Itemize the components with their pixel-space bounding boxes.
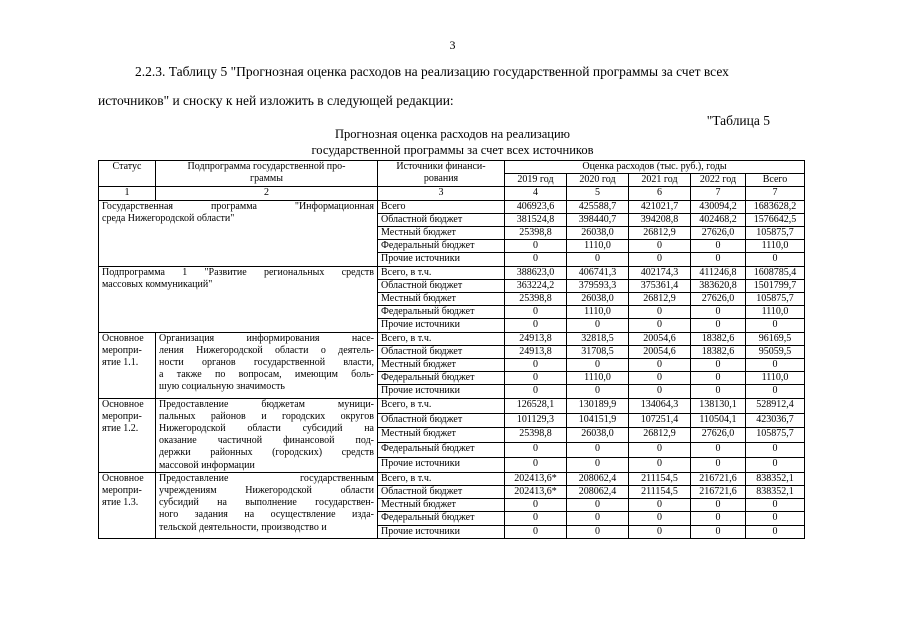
year-value-cell: 0 bbox=[629, 253, 691, 266]
year-value-cell: 1110,0 bbox=[567, 372, 629, 385]
year-value-cell: 0 bbox=[505, 372, 567, 385]
year-value-cell: 126528,1 bbox=[505, 398, 567, 413]
program-name-line: Предоставление государственным bbox=[159, 472, 374, 484]
year-value-cell: 0 bbox=[691, 240, 746, 253]
year-value-cell: 0 bbox=[505, 319, 567, 332]
program-name-line: ления Нижегородской области о деятель- bbox=[159, 344, 374, 356]
year-value-cell: 0 bbox=[505, 253, 567, 266]
year-value-cell: 25398,8 bbox=[505, 428, 567, 443]
year-value-cell: 0 bbox=[691, 525, 746, 538]
year-value-cell: 0 bbox=[505, 306, 567, 319]
total-value-cell: 105875,7 bbox=[746, 293, 805, 306]
year-value-cell: 24913,8 bbox=[505, 332, 567, 345]
total-value-cell: 0 bbox=[746, 512, 805, 525]
source-cell: Прочие источники bbox=[378, 458, 505, 473]
program-name-line: Нижегородской области субсидий на bbox=[159, 423, 374, 435]
source-cell: Областной бюджет bbox=[378, 345, 505, 358]
total-value-cell: 838352,1 bbox=[746, 472, 805, 485]
program-name-cell bbox=[156, 398, 378, 472]
source-cell: Местный бюджет bbox=[378, 293, 505, 306]
year-value-cell: 425588,7 bbox=[567, 200, 629, 213]
year-value-cell: 0 bbox=[567, 253, 629, 266]
header-status: Статус bbox=[99, 161, 156, 187]
header-subprogram-line: граммы bbox=[250, 173, 283, 185]
year-value-cell: 0 bbox=[629, 385, 691, 398]
col-number: 4 bbox=[505, 187, 567, 200]
year-value-cell: 18382,6 bbox=[691, 332, 746, 345]
program-name-line: массовой информации bbox=[159, 459, 255, 471]
year-value-cell: 0 bbox=[505, 385, 567, 398]
program-name-line: Организация информирования насе- bbox=[159, 332, 374, 344]
year-value-cell: 0 bbox=[567, 525, 629, 538]
header-year: 2021 год bbox=[629, 174, 691, 187]
year-value-cell: 0 bbox=[691, 499, 746, 512]
program-name-line: Государственная программа "Информационная bbox=[102, 200, 374, 212]
program-name-line: оказание частичной финансовой под- bbox=[159, 435, 374, 447]
table-label: "Таблица 5 bbox=[706, 113, 770, 128]
year-value-cell: 0 bbox=[567, 385, 629, 398]
year-value-cell: 388623,0 bbox=[505, 266, 567, 279]
status-line: Основное bbox=[102, 472, 144, 484]
year-value-cell: 398440,7 bbox=[567, 213, 629, 226]
status-line: Основное bbox=[102, 332, 144, 344]
status-line: ятие 1.1. bbox=[102, 357, 139, 369]
year-value-cell: 0 bbox=[629, 525, 691, 538]
source-cell: Областной бюджет bbox=[378, 213, 505, 226]
source-cell: Федеральный бюджет bbox=[378, 306, 505, 319]
total-value-cell: 1110,0 bbox=[746, 306, 805, 319]
program-name-line: массовых коммуникаций" bbox=[102, 278, 213, 290]
year-value-cell: 375361,4 bbox=[629, 279, 691, 292]
year-value-cell: 0 bbox=[691, 512, 746, 525]
year-value-cell: 0 bbox=[691, 443, 746, 458]
year-value-cell: 26038,0 bbox=[567, 428, 629, 443]
total-value-cell: 96169,5 bbox=[746, 332, 805, 345]
year-value-cell: 0 bbox=[691, 458, 746, 473]
table-title-line-1: Прогнозная оценка расходов на реализацию bbox=[335, 127, 570, 141]
col-number: 7 bbox=[746, 187, 805, 200]
status-line: ятие 1.3. bbox=[102, 497, 139, 509]
source-cell: Областной бюджет bbox=[378, 413, 505, 428]
total-value-cell: 1576642,5 bbox=[746, 213, 805, 226]
total-value-cell: 528912,4 bbox=[746, 398, 805, 413]
year-value-cell: 25398,8 bbox=[505, 227, 567, 240]
year-value-cell: 406923,6 bbox=[505, 200, 567, 213]
year-value-cell: 130189,9 bbox=[567, 398, 629, 413]
intro-line-1: 2.2.3. Таблицу 5 "Прогнозная оценка расходов на реализацию государственной программы за счет всех bbox=[135, 64, 729, 79]
year-value-cell: 0 bbox=[505, 443, 567, 458]
program-name-line: а также по вопросам, имеющим боль- bbox=[159, 369, 374, 381]
year-value-cell: 0 bbox=[629, 306, 691, 319]
year-value-cell: 421021,7 bbox=[629, 200, 691, 213]
year-value-cell: 0 bbox=[629, 499, 691, 512]
header-year: 2020 год bbox=[567, 174, 629, 187]
total-value-cell: 838352,1 bbox=[746, 486, 805, 499]
year-value-cell: 104151,9 bbox=[567, 413, 629, 428]
header-subprogram bbox=[156, 161, 378, 187]
source-cell: Всего bbox=[378, 200, 505, 213]
year-value-cell: 26038,0 bbox=[567, 293, 629, 306]
total-value-cell: 0 bbox=[746, 499, 805, 512]
year-value-cell: 0 bbox=[567, 499, 629, 512]
year-value-cell: 31708,5 bbox=[567, 345, 629, 358]
source-cell: Местный бюджет bbox=[378, 359, 505, 372]
year-value-cell: 363224,2 bbox=[505, 279, 567, 292]
year-value-cell: 402468,2 bbox=[691, 213, 746, 226]
status-cell bbox=[99, 332, 156, 398]
year-value-cell: 26812,9 bbox=[629, 428, 691, 443]
status-cell bbox=[99, 472, 156, 538]
year-value-cell: 1110,0 bbox=[567, 306, 629, 319]
status-line: меропри- bbox=[102, 485, 142, 497]
year-value-cell: 202413,6* bbox=[505, 486, 567, 499]
year-value-cell: 27626,0 bbox=[691, 227, 746, 240]
forecast-table bbox=[98, 160, 805, 539]
program-name-line: ности органов государственной власти, bbox=[159, 357, 374, 369]
year-value-cell: 0 bbox=[691, 359, 746, 372]
year-value-cell: 379593,3 bbox=[567, 279, 629, 292]
table-row bbox=[99, 200, 805, 213]
year-value-cell: 406741,3 bbox=[567, 266, 629, 279]
source-cell: Всего, в т.ч. bbox=[378, 472, 505, 485]
total-value-cell: 1683628,2 bbox=[746, 200, 805, 213]
source-cell: Областной бюджет bbox=[378, 486, 505, 499]
total-value-cell: 0 bbox=[746, 359, 805, 372]
source-cell: Местный бюджет bbox=[378, 428, 505, 443]
year-value-cell: 0 bbox=[629, 443, 691, 458]
year-value-cell: 0 bbox=[629, 240, 691, 253]
source-cell: Прочие источники bbox=[378, 319, 505, 332]
year-value-cell: 32818,5 bbox=[567, 332, 629, 345]
col-number: 3 bbox=[378, 187, 505, 200]
year-value-cell: 0 bbox=[691, 306, 746, 319]
header-sources-line: Источники финанси- bbox=[396, 161, 486, 172]
year-value-cell: 402174,3 bbox=[629, 266, 691, 279]
year-value-cell: 24913,8 bbox=[505, 345, 567, 358]
year-value-cell: 134064,3 bbox=[629, 398, 691, 413]
program-name-line: среда Нижегородской области" bbox=[102, 212, 235, 224]
table-row bbox=[99, 472, 805, 485]
year-value-cell: 411246,8 bbox=[691, 266, 746, 279]
year-value-cell: 0 bbox=[505, 525, 567, 538]
source-cell: Всего, в т.ч. bbox=[378, 266, 505, 279]
year-value-cell: 0 bbox=[691, 253, 746, 266]
year-value-cell: 101129,3 bbox=[505, 413, 567, 428]
header-sources bbox=[378, 161, 505, 187]
total-value-cell: 1608785,4 bbox=[746, 266, 805, 279]
source-cell: Прочие источники bbox=[378, 253, 505, 266]
year-value-cell: 0 bbox=[691, 385, 746, 398]
year-value-cell: 394208,8 bbox=[629, 213, 691, 226]
header-year: 2019 год bbox=[505, 174, 567, 187]
year-value-cell: 27626,0 bbox=[691, 293, 746, 306]
year-value-cell: 216721,6 bbox=[691, 472, 746, 485]
header-estimate: Оценка расходов (тыс. руб.), годы bbox=[505, 161, 805, 174]
table-row bbox=[99, 332, 805, 345]
program-name-cell bbox=[99, 200, 378, 266]
table-body bbox=[99, 200, 805, 538]
status-cell bbox=[99, 398, 156, 472]
col-number: 2 bbox=[156, 187, 378, 200]
program-name-line: Предоставление бюджетам муници- bbox=[159, 398, 374, 410]
year-value-cell: 110504,1 bbox=[691, 413, 746, 428]
year-value-cell: 0 bbox=[505, 240, 567, 253]
source-cell: Прочие источники bbox=[378, 525, 505, 538]
year-value-cell: 26812,9 bbox=[629, 293, 691, 306]
year-value-cell: 0 bbox=[505, 499, 567, 512]
year-value-cell: 26038,0 bbox=[567, 227, 629, 240]
source-cell: Федеральный бюджет bbox=[378, 372, 505, 385]
header-total: Всего bbox=[746, 174, 805, 187]
total-value-cell: 1501799,7 bbox=[746, 279, 805, 292]
status-line: Основное bbox=[102, 398, 144, 410]
status-line: меропри- bbox=[102, 344, 142, 356]
table-row bbox=[99, 266, 805, 279]
source-cell: Федеральный бюджет bbox=[378, 512, 505, 525]
source-cell: Прочие источники bbox=[378, 385, 505, 398]
program-name-line: держки районных (городских) средств bbox=[159, 447, 374, 459]
total-value-cell: 105875,7 bbox=[746, 227, 805, 240]
source-cell: Всего, в т.ч. bbox=[378, 398, 505, 413]
header-subprogram-line: Подпрограмма государственной про- bbox=[187, 161, 346, 172]
total-value-cell: 105875,7 bbox=[746, 428, 805, 443]
program-name-line: субсидий на выполнение государствен- bbox=[159, 497, 374, 509]
table-header bbox=[99, 161, 805, 201]
year-value-cell: 26812,9 bbox=[629, 227, 691, 240]
year-value-cell: 0 bbox=[629, 372, 691, 385]
page-number: 3 bbox=[449, 38, 456, 52]
year-value-cell: 0 bbox=[691, 319, 746, 332]
program-name-line: пальных районов и городских округов bbox=[159, 410, 374, 422]
program-name-line: шую социальную значимость bbox=[159, 381, 285, 393]
col-number: 1 bbox=[99, 187, 156, 200]
year-value-cell: 0 bbox=[629, 319, 691, 332]
year-value-cell: 138130,1 bbox=[691, 398, 746, 413]
year-value-cell: 25398,8 bbox=[505, 293, 567, 306]
year-value-cell: 383620,8 bbox=[691, 279, 746, 292]
year-value-cell: 0 bbox=[567, 458, 629, 473]
program-name-line: ного задания на осуществление изда- bbox=[159, 509, 374, 521]
year-value-cell: 0 bbox=[567, 359, 629, 372]
total-value-cell: 0 bbox=[746, 253, 805, 266]
table-title-line-2: государственной программы за счет всех источников bbox=[311, 143, 594, 157]
year-value-cell: 0 bbox=[567, 319, 629, 332]
year-value-cell: 27626,0 bbox=[691, 428, 746, 443]
col-number: 7 bbox=[691, 187, 746, 200]
total-value-cell: 95059,5 bbox=[746, 345, 805, 358]
program-name-line: учреждениям Нижегородской области bbox=[159, 485, 374, 497]
program-name-line: тельской деятельности, производство и bbox=[159, 521, 327, 533]
year-value-cell: 20054,6 bbox=[629, 332, 691, 345]
total-value-cell: 423036,7 bbox=[746, 413, 805, 428]
year-value-cell: 381524,8 bbox=[505, 213, 567, 226]
total-value-cell: 0 bbox=[746, 319, 805, 332]
year-value-cell: 107251,4 bbox=[629, 413, 691, 428]
year-value-cell: 211154,5 bbox=[629, 486, 691, 499]
total-value-cell: 0 bbox=[746, 443, 805, 458]
status-line: ятие 1.2. bbox=[102, 423, 139, 435]
total-value-cell: 0 bbox=[746, 458, 805, 473]
year-value-cell: 0 bbox=[567, 443, 629, 458]
program-name-line: Подпрограмма 1 "Развитие региональных средств bbox=[102, 266, 374, 278]
program-name-cell bbox=[156, 472, 378, 538]
table-row bbox=[99, 398, 805, 413]
col-number: 6 bbox=[629, 187, 691, 200]
year-value-cell: 430094,2 bbox=[691, 200, 746, 213]
year-value-cell: 211154,5 bbox=[629, 472, 691, 485]
year-value-cell: 0 bbox=[691, 372, 746, 385]
total-value-cell: 0 bbox=[746, 385, 805, 398]
header-year: 2022 год bbox=[691, 174, 746, 187]
year-value-cell: 208062,4 bbox=[567, 486, 629, 499]
year-value-cell: 216721,6 bbox=[691, 486, 746, 499]
year-value-cell: 0 bbox=[629, 512, 691, 525]
source-cell: Федеральный бюджет bbox=[378, 240, 505, 253]
source-cell: Местный бюджет bbox=[378, 227, 505, 240]
year-value-cell: 20054,6 bbox=[629, 345, 691, 358]
year-value-cell: 0 bbox=[629, 458, 691, 473]
year-value-cell: 0 bbox=[505, 512, 567, 525]
col-number: 5 bbox=[567, 187, 629, 200]
year-value-cell: 0 bbox=[505, 458, 567, 473]
source-cell: Местный бюджет bbox=[378, 499, 505, 512]
year-value-cell: 18382,6 bbox=[691, 345, 746, 358]
program-name-cell bbox=[156, 332, 378, 398]
year-value-cell: 202413,6* bbox=[505, 472, 567, 485]
total-value-cell: 0 bbox=[746, 525, 805, 538]
year-value-cell: 1110,0 bbox=[567, 240, 629, 253]
source-cell: Всего, в т.ч. bbox=[378, 332, 505, 345]
source-cell: Областной бюджет bbox=[378, 279, 505, 292]
total-value-cell: 1110,0 bbox=[746, 240, 805, 253]
status-line: меропри- bbox=[102, 410, 142, 422]
program-name-cell bbox=[99, 266, 378, 332]
intro-line-2: источников" и сноску к ней изложить в следующей редакции: bbox=[98, 93, 454, 108]
year-value-cell: 0 bbox=[629, 359, 691, 372]
year-value-cell: 208062,4 bbox=[567, 472, 629, 485]
header-sources-line: рования bbox=[423, 173, 459, 185]
year-value-cell: 0 bbox=[567, 512, 629, 525]
source-cell: Федеральный бюджет bbox=[378, 443, 505, 458]
year-value-cell: 0 bbox=[505, 359, 567, 372]
total-value-cell: 1110,0 bbox=[746, 372, 805, 385]
